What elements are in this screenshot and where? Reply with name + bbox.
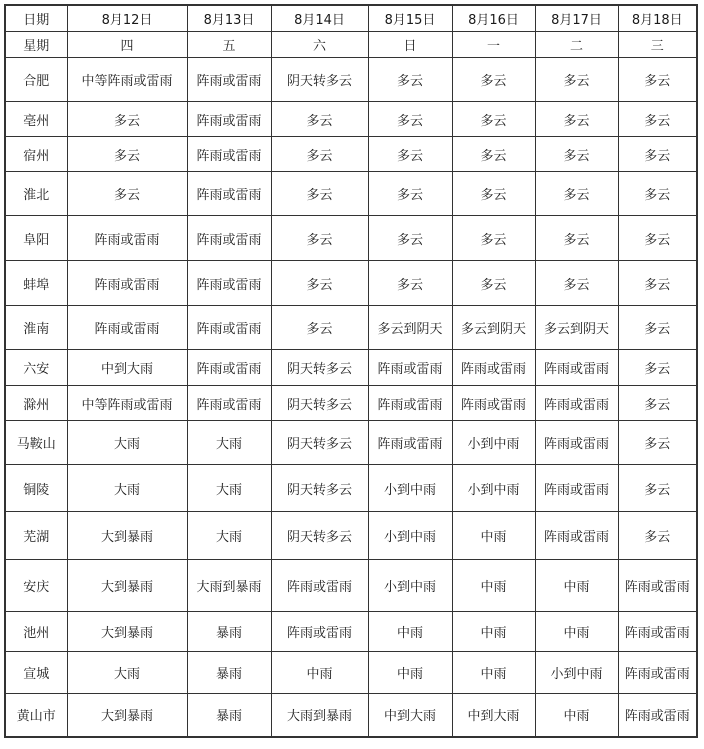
city-name-cell: 安庆 [5, 560, 67, 612]
forecast-cell: 多云 [618, 350, 697, 386]
weekday-header-label: 星期 [5, 32, 67, 58]
forecast-cell: 多云 [618, 58, 697, 102]
city-name-cell: 宣城 [5, 652, 67, 694]
date-header-label: 日期 [5, 5, 67, 32]
forecast-cell: 多云 [618, 102, 697, 137]
forecast-cell: 阵雨或雷雨 [535, 421, 618, 465]
forecast-cell: 小到中雨 [452, 465, 535, 512]
forecast-cell: 多云 [535, 102, 618, 137]
city-name-cell: 亳州 [5, 102, 67, 137]
date-header-cell: 8月13日 [187, 5, 271, 32]
forecast-cell: 多云 [618, 465, 697, 512]
forecast-cell: 大到暴雨 [67, 612, 187, 652]
forecast-cell: 小到中雨 [368, 465, 452, 512]
forecast-table-container [4, 4, 698, 738]
forecast-cell: 小到中雨 [368, 560, 452, 612]
forecast-cell: 阵雨或雷雨 [535, 512, 618, 560]
forecast-cell: 阵雨或雷雨 [67, 306, 187, 350]
city-name-cell: 蚌埠 [5, 261, 67, 306]
city-name-cell: 铜陵 [5, 465, 67, 512]
forecast-cell: 多云 [271, 172, 368, 216]
forecast-cell: 阵雨或雷雨 [187, 102, 271, 137]
forecast-cell: 阵雨或雷雨 [368, 421, 452, 465]
forecast-cell: 多云 [271, 216, 368, 261]
weekday-header-cell: 六 [271, 32, 368, 58]
forecast-cell: 阵雨或雷雨 [535, 350, 618, 386]
forecast-cell: 大雨 [187, 512, 271, 560]
forecast-cell: 多云 [452, 172, 535, 216]
city-name-cell: 滁州 [5, 386, 67, 421]
forecast-cell: 多云 [535, 137, 618, 172]
forecast-cell: 大到暴雨 [67, 512, 187, 560]
forecast-cell: 阴天转多云 [271, 421, 368, 465]
city-name-cell: 黄山市 [5, 694, 67, 737]
forecast-cell: 多云 [368, 58, 452, 102]
forecast-cell: 多云 [368, 137, 452, 172]
forecast-cell: 暴雨 [187, 612, 271, 652]
table-row [5, 465, 697, 512]
forecast-cell: 中到大雨 [452, 694, 535, 737]
date-header-cell: 8月12日 [67, 5, 187, 32]
forecast-cell: 大雨 [67, 652, 187, 694]
forecast-cell: 暴雨 [187, 652, 271, 694]
table-row [5, 421, 697, 465]
forecast-cell: 阵雨或雷雨 [535, 386, 618, 421]
forecast-cell: 中雨 [452, 652, 535, 694]
forecast-cell: 暴雨 [187, 694, 271, 737]
forecast-cell: 多云 [271, 306, 368, 350]
forecast-cell: 阴天转多云 [271, 58, 368, 102]
forecast-cell: 多云 [271, 137, 368, 172]
forecast-cell: 阵雨或雷雨 [187, 386, 271, 421]
table-row [5, 102, 697, 137]
table-row [5, 386, 697, 421]
forecast-cell: 多云到阴天 [535, 306, 618, 350]
city-name-cell: 合肥 [5, 58, 67, 102]
forecast-cell: 阵雨或雷雨 [187, 216, 271, 261]
forecast-cell: 大雨 [187, 465, 271, 512]
forecast-cell: 大雨 [67, 465, 187, 512]
forecast-cell: 中雨 [535, 612, 618, 652]
forecast-cell: 小到中雨 [535, 652, 618, 694]
forecast-cell: 阴天转多云 [271, 386, 368, 421]
forecast-cell: 中等阵雨或雷雨 [67, 386, 187, 421]
forecast-cell: 阵雨或雷雨 [187, 172, 271, 216]
table-row [5, 58, 697, 102]
city-name-cell: 芜湖 [5, 512, 67, 560]
forecast-cell: 阴天转多云 [271, 350, 368, 386]
table-row [5, 612, 697, 652]
forecast-cell: 阵雨或雷雨 [187, 58, 271, 102]
forecast-cell: 中雨 [535, 694, 618, 737]
forecast-cell: 阵雨或雷雨 [271, 612, 368, 652]
forecast-cell: 阵雨或雷雨 [368, 386, 452, 421]
date-header-cell: 8月17日 [535, 5, 618, 32]
weekday-header-cell: 四 [67, 32, 187, 58]
table-row [5, 261, 697, 306]
forecast-cell: 多云 [368, 261, 452, 306]
forecast-cell: 多云 [368, 216, 452, 261]
weather-forecast-table [4, 4, 698, 738]
forecast-cell: 多云 [535, 58, 618, 102]
city-name-cell: 池州 [5, 612, 67, 652]
forecast-cell: 阵雨或雷雨 [618, 652, 697, 694]
forecast-cell: 阵雨或雷雨 [271, 560, 368, 612]
forecast-cell: 多云 [535, 216, 618, 261]
date-header-row [5, 5, 697, 32]
weekday-header-cell: 日 [368, 32, 452, 58]
forecast-cell: 多云 [535, 172, 618, 216]
forecast-cell: 中到大雨 [67, 350, 187, 386]
forecast-cell: 多云 [618, 306, 697, 350]
forecast-cell: 多云 [271, 261, 368, 306]
table-row [5, 512, 697, 560]
forecast-cell: 阵雨或雷雨 [187, 137, 271, 172]
forecast-cell: 多云 [368, 172, 452, 216]
city-name-cell: 淮南 [5, 306, 67, 350]
forecast-cell: 阴天转多云 [271, 465, 368, 512]
forecast-cell: 阵雨或雷雨 [452, 350, 535, 386]
forecast-cell: 中到大雨 [368, 694, 452, 737]
forecast-cell: 大雨 [187, 421, 271, 465]
date-header-cell: 8月18日 [618, 5, 697, 32]
forecast-cell: 多云 [452, 58, 535, 102]
forecast-cell: 大到暴雨 [67, 694, 187, 737]
table-row [5, 560, 697, 612]
weekday-header-cell: 三 [618, 32, 697, 58]
forecast-cell: 阵雨或雷雨 [187, 350, 271, 386]
weekday-header-row [5, 32, 697, 58]
weekday-header-cell: 一 [452, 32, 535, 58]
city-name-cell: 马鞍山 [5, 421, 67, 465]
forecast-cell: 中雨 [452, 512, 535, 560]
city-name-cell: 阜阳 [5, 216, 67, 261]
forecast-cell: 多云到阴天 [368, 306, 452, 350]
forecast-cell: 小到中雨 [452, 421, 535, 465]
forecast-cell: 小到中雨 [368, 512, 452, 560]
weekday-header-cell: 二 [535, 32, 618, 58]
forecast-cell: 阵雨或雷雨 [368, 350, 452, 386]
date-header-cell: 8月15日 [368, 5, 452, 32]
table-row [5, 172, 697, 216]
forecast-cell: 阵雨或雷雨 [67, 216, 187, 261]
forecast-cell: 中雨 [368, 652, 452, 694]
forecast-cell: 大雨到暴雨 [271, 694, 368, 737]
table-row [5, 652, 697, 694]
forecast-cell: 多云 [67, 137, 187, 172]
forecast-cell: 中雨 [535, 560, 618, 612]
forecast-cell: 多云 [271, 102, 368, 137]
table-row [5, 137, 697, 172]
forecast-cell: 多云 [452, 102, 535, 137]
forecast-cell: 大雨 [67, 421, 187, 465]
forecast-cell: 多云到阴天 [452, 306, 535, 350]
forecast-cell: 中雨 [271, 652, 368, 694]
forecast-cell: 多云 [452, 261, 535, 306]
table-row [5, 694, 697, 737]
forecast-cell: 多云 [618, 512, 697, 560]
forecast-cell: 阵雨或雷雨 [618, 560, 697, 612]
forecast-cell: 多云 [618, 137, 697, 172]
city-name-cell: 六安 [5, 350, 67, 386]
forecast-cell: 中雨 [368, 612, 452, 652]
date-header-cell: 8月16日 [452, 5, 535, 32]
table-row [5, 216, 697, 261]
forecast-cell: 多云 [618, 172, 697, 216]
forecast-cell: 阴天转多云 [271, 512, 368, 560]
forecast-cell: 阵雨或雷雨 [187, 261, 271, 306]
city-name-cell: 宿州 [5, 137, 67, 172]
forecast-cell: 多云 [452, 137, 535, 172]
forecast-cell: 大雨到暴雨 [187, 560, 271, 612]
forecast-cell: 阵雨或雷雨 [618, 694, 697, 737]
forecast-cell: 阵雨或雷雨 [187, 306, 271, 350]
forecast-cell: 大到暴雨 [67, 560, 187, 612]
table-row [5, 306, 697, 350]
forecast-cell: 阵雨或雷雨 [535, 465, 618, 512]
forecast-cell: 多云 [67, 172, 187, 216]
forecast-cell: 阵雨或雷雨 [67, 261, 187, 306]
forecast-cell: 阵雨或雷雨 [618, 612, 697, 652]
forecast-cell: 多云 [452, 216, 535, 261]
date-header-cell: 8月14日 [271, 5, 368, 32]
forecast-cell: 多云 [618, 421, 697, 465]
forecast-cell: 多云 [618, 261, 697, 306]
forecast-cell: 阵雨或雷雨 [452, 386, 535, 421]
forecast-cell: 中雨 [452, 560, 535, 612]
forecast-cell: 多云 [67, 102, 187, 137]
forecast-cell: 多云 [618, 216, 697, 261]
forecast-cell: 多云 [618, 386, 697, 421]
table-row [5, 350, 697, 386]
forecast-cell: 中雨 [452, 612, 535, 652]
weekday-header-cell: 五 [187, 32, 271, 58]
forecast-cell: 中等阵雨或雷雨 [67, 58, 187, 102]
forecast-cell: 多云 [368, 102, 452, 137]
forecast-cell: 多云 [535, 261, 618, 306]
city-name-cell: 淮北 [5, 172, 67, 216]
